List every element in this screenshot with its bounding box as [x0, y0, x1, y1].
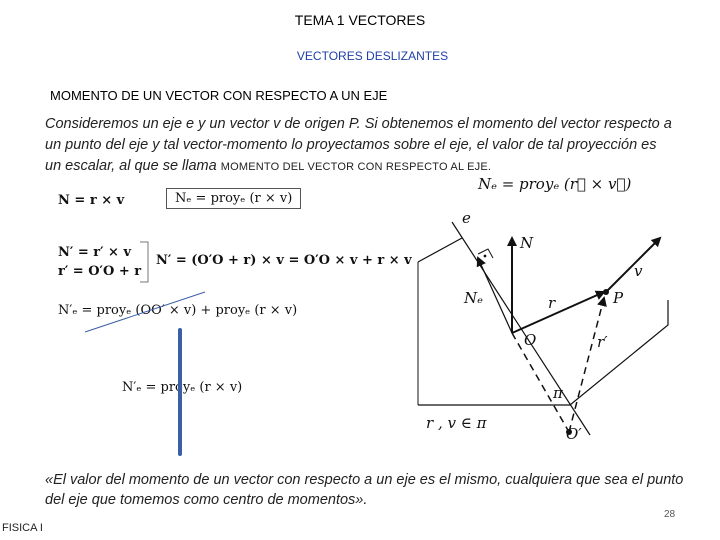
label-pi: π: [553, 384, 563, 402]
equation-n: N = r × v: [58, 193, 125, 208]
intro-term: MOMENTO DEL VECTOR CON RESPECTO AL EJE.: [220, 161, 492, 173]
label-r-prime: r′: [597, 333, 608, 351]
vector-r-prime: [569, 298, 604, 432]
equation-ne-prime-result: N′ₑ = proyₑ (r × v): [122, 380, 243, 395]
equation-n-prime-expand: N′ = (O′O + r) × v = O′O × v + r × v: [156, 253, 412, 268]
strike-line: [85, 292, 205, 332]
right-angle-dot: [484, 255, 487, 258]
vector-r: [512, 292, 604, 333]
label-v: v: [634, 262, 643, 280]
vector-v: [606, 238, 660, 292]
vector-ne: [478, 258, 512, 333]
label-e: e: [462, 209, 471, 227]
conclusion-quote: «El valor del momento de un vector con respecto a un eje es el mismo, cualquiera que sea el punto del eje que tomemos como centro de momentos».: [45, 472, 684, 508]
equation-bracket: [140, 242, 148, 282]
label-plane: r , v ∈ π: [426, 414, 487, 432]
intro-text: Consideremos un eje e y un vector v de origen P. Si obtenemos el momento del vector respecto a un punto del eje y tal vector-momento lo proyectamos sobre el eje, el valor de tal proyección es un escalar, al que se llama: [45, 116, 672, 174]
section-title: MOMENTO DE UN VECTOR CON RESPECTO A UN EJE: [50, 88, 388, 103]
point-p: [603, 289, 609, 295]
plane-edge-top: [418, 238, 462, 262]
dashed-oo: [512, 333, 569, 432]
equation-r-prime: r′ = O′O + r: [58, 264, 142, 279]
footer-label: FISICA I: [2, 522, 43, 534]
equation-ne-boxed: Nₑ = proyₑ (r × v): [166, 188, 301, 209]
label-ne: Nₑ: [464, 289, 483, 307]
label-o: O: [524, 331, 537, 349]
label-n: N: [520, 234, 534, 252]
plane-edge-bottom: [418, 300, 668, 405]
page-number: 28: [664, 509, 676, 520]
equation-n-prime: N′ = r′ × v: [58, 245, 132, 260]
figure-formula: Nₑ = proyₑ (r⃗ × v⃗): [478, 175, 632, 193]
label-o-prime: O′: [566, 425, 582, 443]
slide-title: TEMA 1 VECTORES: [294, 12, 426, 28]
equation-ne-prime-expand: N′ₑ = proyₑ (OO′ × v) + proyₑ (r × v): [58, 303, 298, 318]
slide-subtitle: VECTORES DESLIZANTES: [296, 49, 449, 63]
label-p: P: [613, 289, 624, 307]
label-r: r: [548, 294, 556, 312]
